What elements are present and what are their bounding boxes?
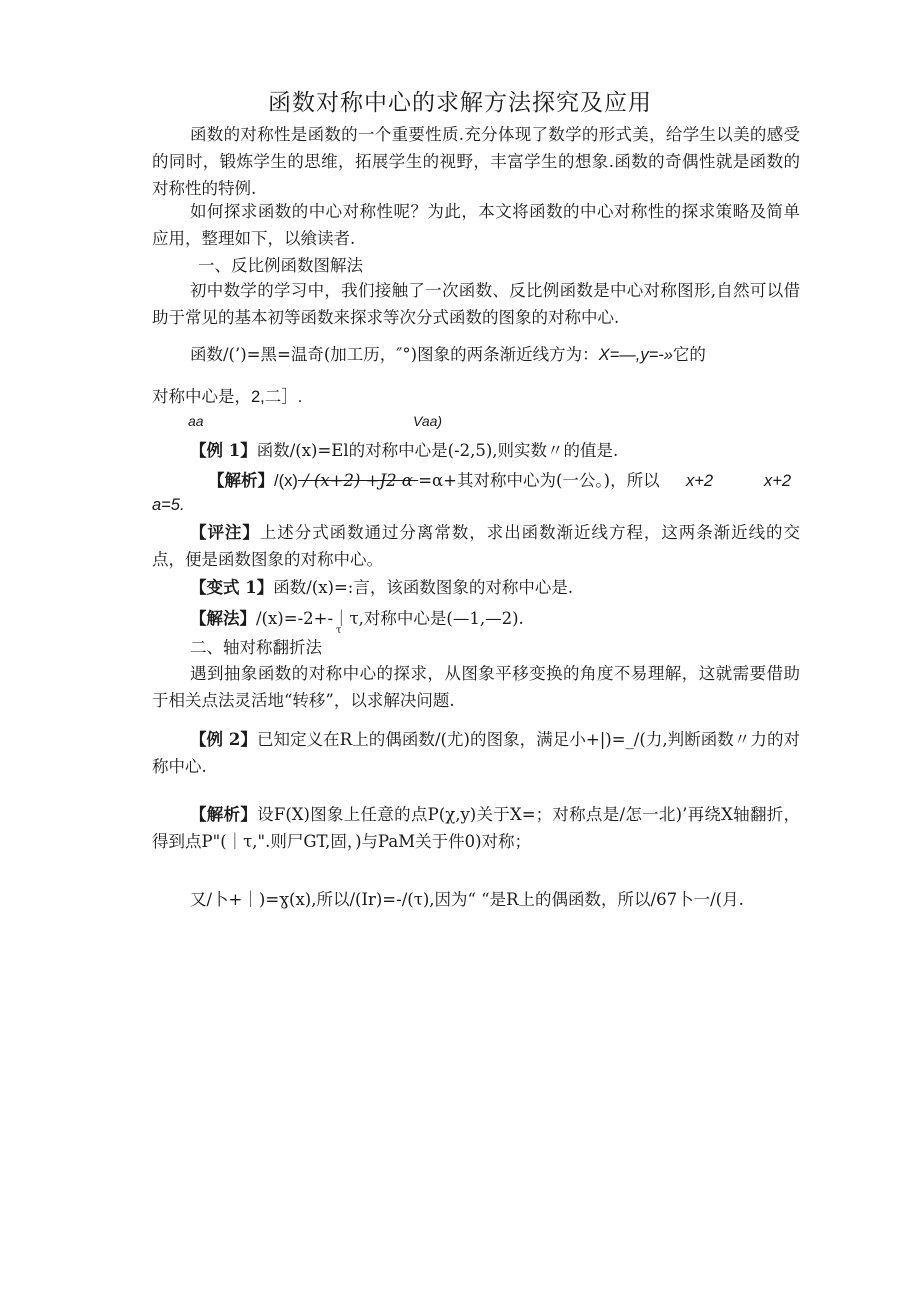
center-line: [152, 385, 302, 409]
section1-heading: 一、反比例函数图解法: [198, 256, 363, 275]
section1-paragraph: 初中数学的学习中，我们接触了一次函数、反比例函数是中心对称图形,自然可以借助于常见的基本初等函数来探求等次分式函数的图象的对称中心.: [152, 281, 800, 327]
variant-1-tag: 【变式 1】: [190, 578, 274, 597]
method: [190, 607, 524, 631]
example-2-tag: 【例 2】: [190, 730, 257, 749]
example-2-text: 已知定义在R上的偶函数/(尤)的图象，满足小+|)=_/(力,判断函数〃力的对称中心.: [152, 730, 800, 776]
example-1-text: 函数/(x)=El的对称中心是(-2,5),则实数〃的值是.: [256, 441, 619, 460]
comment-text: 上述分式函数通过分离常数，求出函数渐近线方程，这两条渐近线的交点，便是函数图象的对称中心。: [152, 523, 801, 569]
solution-1: [208, 469, 660, 493]
final-line: 又/卜+｜)=ɣ(x),所以/(Ir)=-/(τ),因为“ “是R上的偶函数，所以/67卜一/(月.: [190, 890, 744, 909]
solution-1-denominator-a: x+2: [686, 472, 714, 490]
section2-paragraph: 遇到抽象函数的对称中心的探求，从图象平移变换的角度不易理解，这就需要借助于相关点法灵活地“转移”，以求解决问题.: [152, 664, 800, 710]
formula-tail: 它的: [672, 345, 706, 364]
center-text: 对称中心是，: [152, 387, 251, 406]
formula-text: 函数/(’)=黑=温奇(加工历，″°)图象的两条渐近线方为：: [190, 345, 599, 364]
solution-1-fx: /(x): [274, 472, 298, 490]
variant-1-text: 函数/(x)=:言，该函数图象的对称中心是.: [273, 578, 574, 597]
solution-1-denominator-b: x+2: [764, 472, 792, 490]
comment: [152, 519, 800, 573]
solution-2: [152, 801, 800, 855]
method-text: /(x)=-2+-｜τ,对称中心是(—1,—2).: [256, 609, 524, 628]
solution-1-result: a=5.: [152, 496, 185, 514]
subscript-right: Vaa): [413, 413, 443, 429]
asymptote-text: X=—,y=-»: [598, 346, 673, 364]
intro-paragraph-2: 如何探求函数的中心对称性呢？为此，本文将函数的中心对称性的探求策略及简单应用，整理如下，以飨读者.: [152, 202, 800, 248]
solution-2-tag: 【解析】: [190, 805, 258, 824]
formula-line: [190, 343, 706, 367]
solution-1-text: =α+其对称中心为(一公。)，所以: [418, 471, 660, 490]
solution-1-struck-expression: / (x+2) +J2 α: [297, 471, 419, 490]
example-1: [190, 439, 618, 463]
center-value: 2,二］.: [251, 388, 303, 406]
variant-1: [190, 576, 573, 600]
subscript-left: aa: [188, 413, 204, 429]
solution-1-tag: 【解析】: [208, 471, 274, 490]
document-title: 函数对称中心的求解方法探究及应用: [268, 90, 652, 116]
method-tag: 【解法】: [190, 609, 256, 628]
comment-tag: 【评注】: [190, 523, 260, 542]
section2-heading: 二、轴对称翻折法: [190, 638, 322, 657]
method-subscript: τ: [336, 625, 342, 636]
example-2: [152, 726, 800, 780]
solution-2-text: 设F(X)图象上任意的点P(χ,y)关于X=；对称点是/怎一北)’再绕X轴翻折，得到点P"(｜τ,".则尸GT,固，)与PaM关于件0)对称；: [152, 805, 801, 851]
intro-paragraph-1: 函数的对称性是函数的一个重要性质.充分体现了数学的形式美，给学生以美的感受的同时，锻炼学生的思维，拓展学生的视野，丰富学生的想象.函数的奇偶性就是函数的对称性的特例.: [152, 125, 800, 198]
example-1-tag: 【例 1】: [190, 441, 257, 460]
